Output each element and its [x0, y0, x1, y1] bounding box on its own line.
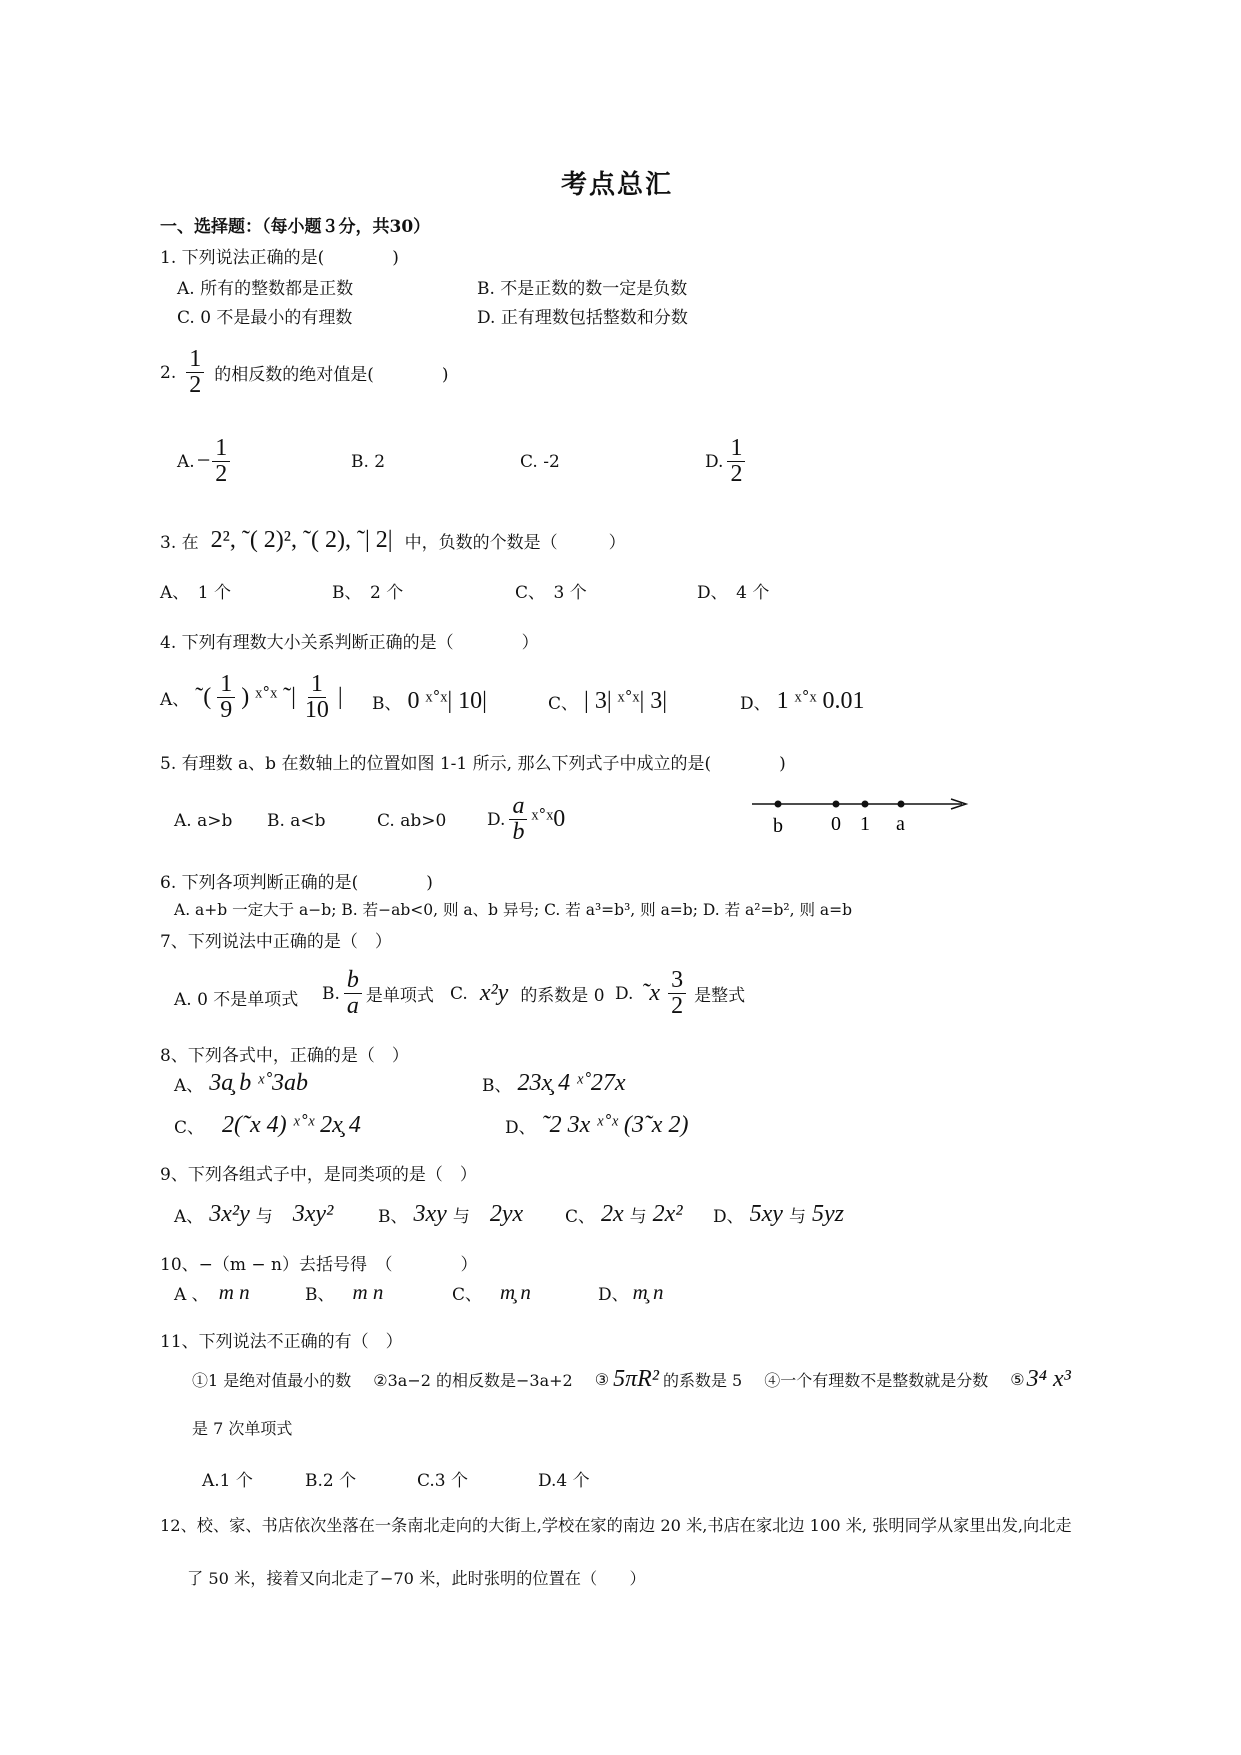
q7-option-a[interactable]: A. 0 不是单项式: [174, 990, 299, 1010]
q10-option-c-label: C、: [452, 1285, 483, 1305]
q4-option-a-label: A、: [160, 690, 190, 711]
q11-option-b[interactable]: B.2 个: [305, 1471, 357, 1491]
q9-option-c[interactable]: [565, 1201, 683, 1228]
q9-option-d-label: D、: [713, 1207, 744, 1227]
q7-option-b-denominator: a: [346, 993, 359, 1020]
q11-item-5-pre: ⑤: [1010, 1370, 1025, 1389]
q2-option-d-denominator: 2: [730, 461, 743, 488]
q7-option-d-fraction: [668, 968, 686, 1019]
q8-option-c-expr: 2(˜x 4) ˣ˚ˣ 2x̧ 4: [222, 1112, 361, 1138]
q2-option-a-label: A.: [177, 451, 195, 472]
q9-option-b-label: B、: [378, 1207, 408, 1227]
q7-option-d-label: D.: [615, 983, 634, 1004]
q2-stem: [160, 347, 449, 398]
q2-option-a-fraction: [212, 436, 230, 487]
q4-option-a-fraction1: [217, 672, 235, 723]
q9-option-a[interactable]: [174, 1201, 333, 1228]
q4-option-a-post: |: [337, 684, 343, 711]
q9-option-c-expr2: 2x²: [652, 1201, 683, 1227]
q9-option-a-expr2: 3xy²: [292, 1201, 334, 1227]
q10-option-b-expr: m n: [352, 1280, 384, 1304]
q11-item-3-pre: ③: [594, 1370, 610, 1389]
q4-option-c-expr: | 3| ˣ˚ˣ| 3|: [584, 688, 668, 714]
q2-fraction-denominator: 2: [189, 372, 202, 399]
q7-option-d-numerator: 3: [668, 968, 686, 994]
q2-fraction-numerator: 1: [186, 347, 204, 373]
q7-option-d-pre: ˜x: [641, 980, 661, 1007]
q8-option-d-label: D、: [505, 1118, 536, 1138]
q4-option-b-expr: 0 ˣ˚ˣ| 10|: [407, 688, 487, 714]
q4-option-d-expr: 1 ˣ˚ˣ 0.01: [776, 688, 865, 714]
point-0: [833, 801, 840, 808]
q10-stem: 10、−（m − n）去括号得 （ ）: [160, 1255, 478, 1275]
axis-label-a: a: [896, 813, 905, 835]
q10-option-d-expr: m̧ n: [632, 1280, 664, 1304]
q5-option-d-fraction: [509, 794, 527, 845]
q7-option-c-post: 的系数是 0: [520, 986, 605, 1006]
q9-option-d-expr2: 5yz: [811, 1201, 844, 1227]
q4-option-a-mid: ) ˣ˚ˣ ˜|: [241, 684, 296, 711]
q5-option-d-denominator: b: [512, 819, 525, 846]
q8-option-b[interactable]: [482, 1070, 626, 1097]
q7-option-d[interactable]: [615, 968, 745, 1019]
q3-number: 3. 在: [160, 533, 199, 553]
q3-option-b[interactable]: B、 2 个: [332, 583, 404, 603]
q9-option-c-and: 与: [629, 1207, 647, 1227]
q12-line-2: 了 50 米，接着又向北走了−70 米，此时张明的位置在（ ）: [187, 1569, 646, 1588]
q3-expression: 2², ˜( 2)², ˜( 2), ˜| 2|: [210, 527, 393, 553]
q6-options[interactable]: A. a+b 一定大于 a−b; B. 若−ab<0, 则 a、b 异号; C. 若 a³=b³, 则 a=b; D. 若 a²=b², 则 a=b: [174, 901, 853, 919]
q2-option-c[interactable]: C. -2: [520, 452, 560, 472]
q10-option-a-label: A 、: [174, 1285, 209, 1305]
q10-option-b[interactable]: [305, 1280, 383, 1305]
axis-label-1: 1: [860, 813, 870, 835]
q5-option-d-label: D.: [487, 809, 506, 830]
q2-option-b[interactable]: B. 2: [351, 452, 386, 472]
q11-item-4: ④一个有理数不是整数就是分数: [764, 1371, 989, 1390]
q3-option-d[interactable]: D、 4 个: [697, 583, 770, 603]
q11-item-2: ②3a−2 的相反数是−3a+2: [373, 1371, 573, 1390]
q3-stem: [160, 527, 626, 554]
q2-option-d-label: D.: [705, 451, 724, 472]
q11-item-1: ①1 是绝对值最小的数: [192, 1371, 352, 1390]
page-title: 考点总汇: [561, 170, 674, 200]
q5-option-d-post: ˣ˚ˣ0: [531, 806, 566, 833]
q7-option-c[interactable]: [450, 980, 605, 1007]
q9-option-b[interactable]: [378, 1201, 523, 1228]
q11-item-3-post: 的系数是 5: [662, 1371, 743, 1390]
section-heading: 一、选择题：（每小题３分，共30）: [160, 217, 431, 237]
q11-item-5-continued: 是 7 次单项式: [192, 1419, 293, 1438]
q7-option-d-post: 是整式: [694, 986, 746, 1007]
q10-option-a[interactable]: [174, 1280, 250, 1305]
q8-option-d[interactable]: [505, 1112, 688, 1139]
q4-option-a[interactable]: [160, 672, 343, 723]
q7-option-c-expr: x²y: [479, 980, 509, 1006]
q4-option-d[interactable]: [740, 688, 865, 715]
q2-option-a-denominator: 2: [215, 461, 228, 488]
q4-option-c[interactable]: [548, 688, 667, 715]
q8-option-c[interactable]: [174, 1112, 361, 1139]
q11-item-3: [595, 1366, 743, 1393]
q9-option-d[interactable]: [713, 1201, 844, 1228]
q9-option-a-and: 与: [255, 1207, 273, 1227]
point-b: [775, 801, 782, 808]
q8-option-a-expr: 3a̧ b ˣ˚3ab: [209, 1070, 309, 1096]
q5-option-c[interactable]: C. ab>0: [377, 811, 447, 831]
q9-stem: 9、下列各组式子中，是同类项的是（ ）: [160, 1165, 477, 1185]
q8-option-a-label: A、: [174, 1076, 204, 1096]
q4-option-d-label: D、: [740, 694, 771, 714]
q8-option-b-label: B、: [482, 1076, 512, 1096]
q10-option-a-expr: m n: [218, 1280, 250, 1304]
axis-label-b: b: [773, 815, 783, 837]
q2-fraction: [186, 347, 204, 398]
q12-line-1: 12、校、家、书店依次坐落在一条南北走向的大街上,学校在家的南边 20 米,书店在家北边 100 米, 张明同学从家里出发,向北走: [160, 1516, 1072, 1535]
q1-option-d[interactable]: D. 正有理数包括整数和分数: [477, 308, 688, 328]
q6-stem: 6. 下列各项判断正确的是( ): [160, 873, 433, 893]
q9-option-c-label: C、: [565, 1207, 596, 1227]
q2-number: 2.: [160, 362, 177, 383]
q10-option-d-label: D、: [598, 1285, 629, 1305]
q5-option-d-numerator: a: [509, 794, 527, 820]
q4-option-b[interactable]: [372, 688, 487, 715]
q10-option-d[interactable]: [598, 1280, 664, 1305]
q9-option-b-expr1: 3xy: [413, 1201, 447, 1227]
q7-option-b-fraction: [344, 968, 362, 1019]
q8-option-c-label: C、: [174, 1118, 205, 1138]
q4-option-c-label: C、: [548, 694, 579, 714]
q1-stem: 1. 下列说法正确的是( ): [160, 248, 399, 268]
q1-option-c[interactable]: C. 0 不是最小的有理数: [177, 308, 353, 328]
q5-option-d[interactable]: [487, 794, 565, 845]
q7-option-d-denominator: 2: [671, 993, 684, 1020]
q3-option-a[interactable]: A、 1 个: [160, 583, 231, 603]
q4-option-a-fraction2: [302, 672, 332, 723]
q4-option-a-den1: 9: [220, 697, 233, 724]
q4-option-b-label: B、: [372, 694, 402, 714]
q9-option-a-expr1: 3x²y: [209, 1201, 250, 1227]
point-a: [898, 801, 905, 808]
q8-option-d-expr: ˜2 3x ˣ˚ˣ (3˜x 2): [541, 1112, 689, 1138]
q9-option-d-expr1: 5xy: [749, 1201, 783, 1227]
q9-option-d-and: 与: [788, 1207, 806, 1227]
q9-option-c-expr1: 2x: [601, 1201, 624, 1227]
q7-option-c-label: C.: [450, 983, 468, 1004]
q9-option-b-expr2: 2yx: [489, 1201, 524, 1227]
q2-option-a-sign: −: [196, 448, 211, 475]
q11-option-a[interactable]: A.1 个: [202, 1471, 253, 1491]
q7-option-b[interactable]: [322, 968, 434, 1019]
q11-item-3-expr: 5πR²: [613, 1366, 659, 1392]
q4-option-a-den2: 10: [304, 697, 329, 724]
q7-stem: 7、下列说法中正确的是（ ）: [160, 932, 392, 952]
q11-option-c[interactable]: C.3 个: [417, 1471, 469, 1491]
q7-option-b-post: 是单项式: [365, 986, 434, 1007]
q11-item-5-expr: 3⁴ x³: [1026, 1366, 1071, 1392]
q4-option-a-num2: 1: [308, 672, 326, 698]
q1-option-a[interactable]: A. 所有的整数都是正数: [177, 279, 354, 299]
q9-option-a-label: A、: [174, 1207, 204, 1227]
q7-option-b-numerator: b: [344, 968, 362, 994]
q8-option-a[interactable]: [174, 1070, 308, 1097]
q2-option-d-fraction: [727, 436, 745, 487]
q5-stem: 5. 有理数 a、b 在数轴上的位置如图 1-1 所示, 那么下列式子中成立的是( ): [160, 754, 786, 774]
q11-statements: [192, 1366, 1071, 1393]
axis-label-0: 0: [831, 813, 841, 835]
q7-option-b-label: B.: [322, 983, 340, 1004]
q10-option-c-expr: m̧ n: [500, 1280, 531, 1304]
number-line-figure: [748, 790, 973, 840]
q11-item-5: [1010, 1366, 1071, 1393]
q3-stem-text: 中，负数的个数是（ ）: [404, 533, 626, 553]
q9-option-b-and: 与: [452, 1207, 470, 1227]
point-1: [862, 801, 869, 808]
q1-option-b[interactable]: B. 不是正数的数一定是负数: [477, 279, 688, 299]
q4-stem: 4. 下列有理数大小关系判断正确的是（ ）: [160, 633, 539, 653]
q5-option-a[interactable]: A. a>b: [174, 811, 233, 831]
q2-option-a[interactable]: [177, 436, 230, 487]
q4-option-a-pre: ˜(: [195, 684, 212, 711]
q10-option-b-label: B、: [305, 1285, 335, 1305]
q11-option-d[interactable]: D.4 个: [538, 1471, 590, 1491]
q8-stem: 8、下列各式中，正确的是（ ）: [160, 1046, 409, 1066]
q11-stem: 11、下列说法不正确的有（ ）: [160, 1332, 403, 1352]
q5-option-b[interactable]: B. a<b: [267, 811, 326, 831]
q8-option-b-expr: 23x̧ 4 ˣ˚27x: [517, 1070, 626, 1096]
q3-option-c[interactable]: C、 3 个: [515, 583, 587, 603]
q2-option-a-numerator: 1: [212, 436, 230, 462]
q4-option-a-num1: 1: [217, 672, 235, 698]
q2-option-d-numerator: 1: [727, 436, 745, 462]
q2-option-d[interactable]: [705, 436, 745, 487]
q2-stem-text: 的相反数的绝对值是( ): [214, 365, 449, 386]
q10-option-c[interactable]: [452, 1280, 531, 1305]
